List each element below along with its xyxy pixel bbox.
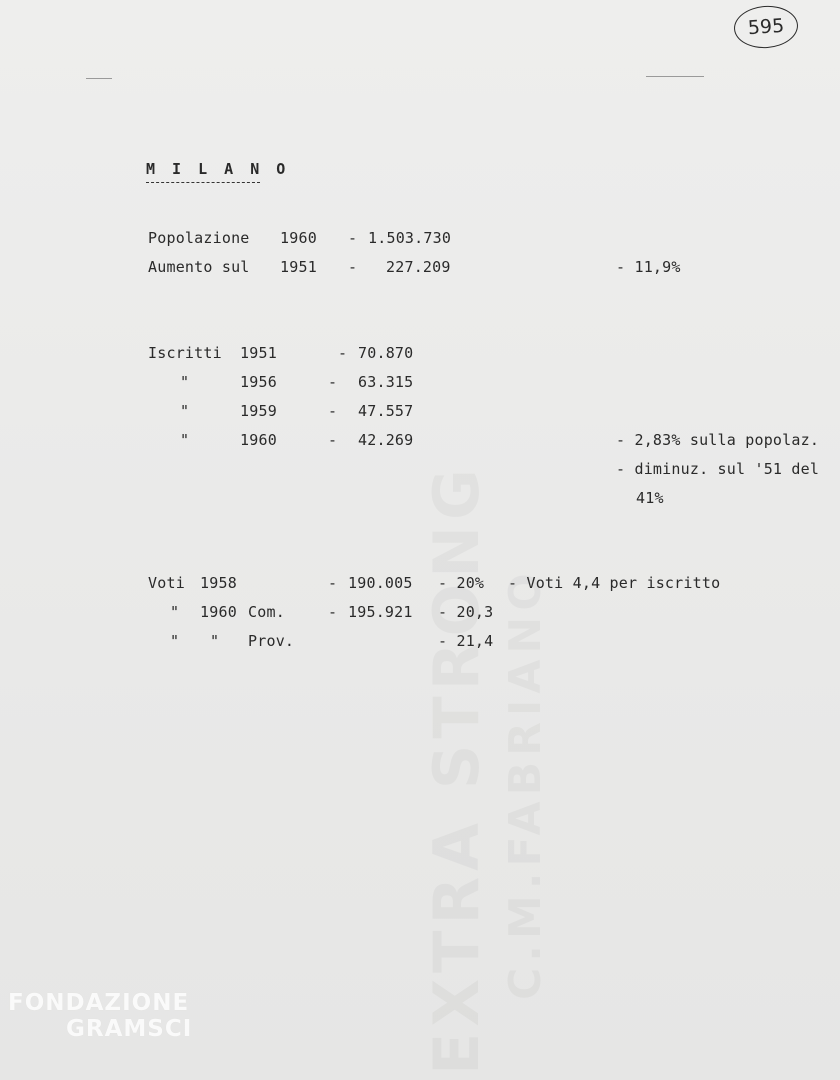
logo-line-2: GRAMSCI — [66, 1016, 193, 1042]
increase-percentage: - 11,9% — [616, 258, 681, 276]
registration-mark-right — [646, 76, 704, 77]
votes-row-type: Prov. — [248, 632, 295, 650]
votes-row-note: - Voti 4,4 per iscritto — [508, 574, 721, 592]
members-row-dash: - — [338, 344, 348, 362]
members-row-ditto: " — [180, 373, 190, 391]
votes-row-value: 190.005 — [348, 574, 413, 592]
members-note: - 2,83% sulla popolaz. — [616, 431, 820, 449]
paper-watermark-maker — [500, 567, 551, 1000]
members-note: 41% — [636, 489, 664, 507]
members-row-year: 1956 — [240, 373, 277, 391]
logo-line-1: FONDAZIONE — [8, 990, 190, 1016]
increase-dash: - — [348, 258, 358, 276]
title-underline — [146, 182, 260, 183]
votes-row-prefix: Voti — [148, 574, 185, 592]
members-row-value: 70.870 — [358, 344, 414, 362]
votes-row-prefix: " — [170, 603, 180, 621]
population-dash: - — [348, 229, 358, 247]
members-row-year: 1959 — [240, 402, 277, 420]
votes-row-year: " — [210, 632, 220, 650]
paper-watermark — [420, 463, 493, 1075]
members-row-value: 47.557 — [358, 402, 414, 420]
increase-value: 227.209 — [386, 258, 451, 276]
members-row-value: 63.315 — [358, 373, 414, 391]
members-row-dash: - — [328, 373, 338, 391]
members-row-year: 1951 — [240, 344, 277, 362]
members-row-dash: - — [328, 431, 338, 449]
increase-label: Aumento sul — [148, 258, 250, 276]
fondazione-gramsci-logo — [8, 990, 192, 1042]
increase-year: 1951 — [280, 258, 317, 276]
votes-row-percentage: - 20% — [438, 574, 485, 592]
page-title: M I L A N O — [146, 160, 290, 178]
population-value: 1.503.730 — [368, 229, 452, 247]
votes-row-value: 195.921 — [348, 603, 413, 621]
members-row-ditto: " — [180, 431, 190, 449]
votes-row-year: 1958 — [200, 574, 237, 592]
page-number: 595 — [733, 4, 800, 50]
members-label: Iscritti — [148, 344, 222, 362]
votes-row-percentage: - 20,3 — [438, 603, 494, 621]
members-row-value: 42.269 — [358, 431, 414, 449]
population-label: Popolazione — [148, 229, 250, 247]
members-row-ditto: " — [180, 402, 190, 420]
votes-row-dash: - — [328, 603, 338, 621]
members-row-year: 1960 — [240, 431, 277, 449]
votes-row-type: Com. — [248, 603, 285, 621]
registration-mark-left — [86, 78, 112, 79]
members-note: - diminuz. sul '51 del — [616, 460, 820, 478]
votes-row-prefix: " — [170, 632, 180, 650]
members-row-dash: - — [328, 402, 338, 420]
votes-row-percentage: - 21,4 — [438, 632, 494, 650]
votes-row-dash: - — [328, 574, 338, 592]
population-year: 1960 — [280, 229, 317, 247]
votes-row-year: 1960 — [200, 603, 237, 621]
